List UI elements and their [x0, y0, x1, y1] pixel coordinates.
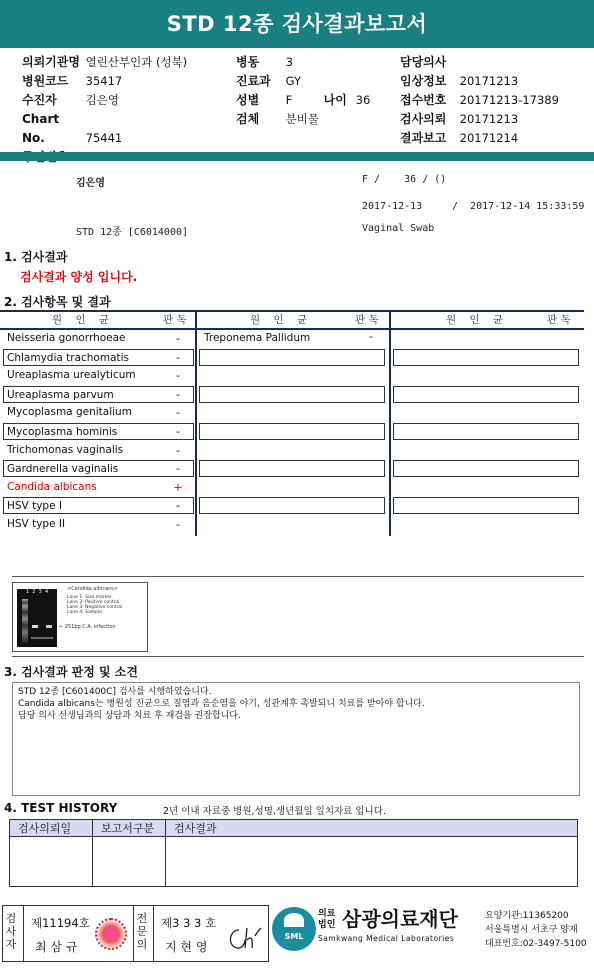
signature-box: [2, 905, 269, 962]
gel-ladder-lane: [22, 599, 28, 643]
history-note: 2년 이내 자료중 병원,성명,생년월일 일치자료 입니다.: [163, 806, 386, 817]
empty-result-box: [393, 349, 579, 366]
organism-row: [3, 367, 194, 384]
logo-badge-text: SML: [284, 932, 304, 941]
col2-header-org: 원 인 균: [250, 314, 308, 326]
organism-row: [3, 386, 194, 403]
organism-result: -: [176, 406, 180, 419]
empty-result-box: [393, 386, 579, 403]
patient-label: 수진자: [22, 93, 57, 107]
header-col-1: [22, 53, 232, 167]
organism-result: -: [176, 332, 180, 345]
report-date-label: 결과보고: [400, 131, 447, 145]
opinion-line-1: STD 12종 [C601400C] 검사를 시행하였습니다.: [18, 687, 212, 697]
organism-result: -: [176, 425, 180, 438]
col1-header-result: 판 독: [163, 314, 187, 326]
empty-result-box: [199, 460, 385, 477]
history-header-row: [10, 820, 578, 837]
org-address: 서울특별시 서초구 양재: [485, 925, 578, 935]
grid-divider-1: [195, 310, 197, 536]
ward-label: 병동: [236, 55, 260, 69]
examiner-name: 최 삼 규: [35, 940, 78, 954]
header-col-3: [400, 53, 590, 148]
organism-result: -: [176, 518, 180, 531]
organism-result: -: [176, 444, 180, 457]
organism-row: [3, 349, 194, 366]
col1-header-org: 원 인 균: [52, 314, 110, 326]
col2-header-result: 판 독: [355, 314, 379, 326]
organism-name: Ureaplasma parvum: [3, 386, 194, 403]
empty-result-box: [393, 460, 579, 477]
institution-value: 열린산부인과 (성북): [85, 55, 188, 69]
gel-legend-4: Lane 4: Sample: [67, 610, 102, 615]
specimen-label: 검체: [236, 112, 260, 126]
gel-primer-band: [31, 637, 53, 639]
organism-name: Ureaplasma urealyticum: [7, 369, 136, 381]
opinion-line-3: 담당 의사 선생님과의 상담과 치료 후 재검을 권장합니다.: [18, 711, 241, 721]
specialist-label: [136, 912, 152, 951]
history-table: [9, 819, 578, 887]
org-prefix-top: 의료: [318, 909, 336, 919]
gel-band-sample: [46, 625, 52, 628]
receipt-no-value: 20171213-17389: [459, 93, 559, 107]
meta-date-reported: / 2017-12-14 15:33:59: [452, 201, 585, 212]
organism-name: HSV type I: [3, 497, 194, 514]
history-empty-row: [10, 837, 578, 887]
empty-result-box: [199, 349, 385, 366]
section2-heading: 2. 검사항목 및 결과: [4, 295, 111, 309]
specialist-signature: [225, 924, 265, 954]
org-name-en: Samkwang Medical Laboratories: [318, 934, 455, 943]
chart-no-label: Chart No.: [22, 112, 60, 145]
section1-result: 검사결과 양성 입니다.: [20, 270, 138, 284]
meta-test-code: STD 12종 [C6014000]: [76, 227, 189, 238]
history-cell: [10, 837, 93, 887]
col2-organism-name: Treponema Pallidum: [204, 332, 311, 344]
gel-band-positive: [32, 625, 38, 628]
specialist-name: 지 현 영: [165, 940, 208, 954]
gel-legend-3: Lane 3: Negative control: [67, 605, 123, 610]
organism-name: Chlamydia trachomatis: [3, 349, 194, 366]
age-label: 나이: [323, 93, 347, 107]
specialist-divider-left: [133, 906, 134, 961]
header-divider: [0, 152, 594, 161]
col2-organism-result: -: [369, 330, 373, 343]
grid-divider-2: [389, 310, 391, 536]
empty-result-box: [199, 423, 385, 440]
organism-result: -: [176, 499, 180, 512]
organism-result: -: [176, 369, 180, 382]
clinical-info-label: 임상정보: [400, 74, 447, 88]
sml-logo: [272, 907, 316, 951]
opinion-box: [12, 682, 580, 796]
organism-name: Gardnerella vaginalis: [3, 460, 194, 477]
gel-image-frame: [12, 582, 148, 652]
organism-name: Candida albicans: [7, 481, 97, 493]
sex-label: 성별: [236, 93, 260, 107]
institution-label: 의뢰기관명: [22, 55, 80, 69]
empty-result-box: [393, 423, 579, 440]
examiner-seal: [95, 918, 127, 950]
organism-row: [3, 460, 194, 477]
org-prefix: [318, 909, 335, 931]
section4-heading: 4. TEST HISTORY: [4, 801, 118, 815]
gel-title: <Candida albicans>: [67, 586, 119, 592]
col3-header-result: 판 독: [547, 314, 571, 326]
specialist-label-text: 전문의: [136, 912, 148, 951]
meta-sex-age: F / 36 / (): [362, 174, 447, 185]
organism-result: -: [176, 351, 180, 364]
organism-row: [3, 404, 194, 421]
receipt-no-label: 접수번호: [400, 93, 447, 107]
doctor-label: 담당의사: [400, 55, 447, 69]
history-col-result: 검사결과: [166, 820, 578, 837]
ward-value: 3: [285, 55, 293, 69]
request-date-value: 20171213: [459, 112, 519, 126]
gel-legend-1: Lane 1: Size marker: [67, 595, 112, 600]
organism-row: [3, 330, 194, 347]
organism-name: Mycoplasma hominis: [3, 423, 194, 440]
request-date-label: 검사의뢰: [400, 112, 447, 126]
col3-header-org: 원 인 균: [446, 314, 504, 326]
gel-image: [17, 589, 57, 647]
meta-specimen: Vaginal Swab: [362, 223, 435, 234]
org-phone: 대표번호:02-3497-5100: [485, 939, 587, 949]
examiner-number: 제11194호: [31, 916, 90, 930]
meta-name: 김은영: [76, 178, 105, 189]
report-title: STD 12종 검사결과보고서: [0, 0, 594, 48]
organism-row: [3, 423, 194, 440]
org-care-no: 요양기관:11365200: [485, 911, 569, 921]
sex-value: F: [285, 93, 293, 107]
age-value: 36: [355, 93, 371, 107]
examiner-label: [5, 912, 21, 951]
history-col-date: 검사의뢰일: [10, 820, 93, 837]
hospital-code-value: 35417: [85, 74, 123, 88]
organism-result: -: [176, 388, 180, 401]
history-col-type: 보고서구분: [93, 820, 166, 837]
section3-heading: 3. 검사결과 판정 및 소견: [4, 665, 138, 679]
organism-row: [3, 497, 194, 514]
organism-row: [3, 442, 194, 459]
empty-result-box: [199, 386, 385, 403]
organism-name: Neisseria gonorrhoeae: [7, 332, 126, 344]
org-name: 삼광의료재단: [342, 907, 458, 931]
department-label: 진료과: [236, 74, 271, 88]
logo-figure-icon: [284, 913, 304, 927]
header-col-2: [236, 53, 396, 129]
gel-bottom-rule: [12, 656, 584, 657]
hospital-code-label: 병원코드: [22, 74, 69, 88]
section1-heading: 1. 검사결과: [4, 250, 68, 264]
organism-row: [3, 479, 194, 496]
specialist-divider-right: [153, 906, 154, 961]
patient-value: 김은영: [85, 93, 119, 107]
gel-top-rule: [12, 576, 584, 577]
chart-no-value: 75441: [85, 131, 123, 145]
history-cell: [166, 837, 578, 887]
empty-result-box: [199, 497, 385, 514]
empty-result-box: [393, 497, 579, 514]
gel-lane-numbers: 1 2 3 4: [25, 589, 49, 595]
organism-result: -: [176, 462, 180, 475]
report-date-value: 20171214: [459, 131, 519, 145]
gel-legend-2: Lane 2: Positive control: [67, 600, 120, 605]
gel-arrow-label: ← 251bp C.A. infection: [59, 624, 116, 630]
specialist-number: 제3 3 3 호: [161, 916, 217, 930]
specimen-value: 분비물: [285, 112, 319, 126]
organism-name: Trichomonas vaginalis: [7, 444, 124, 456]
organism-name: Mycoplasma genitalium: [7, 406, 132, 418]
examiner-divider: [23, 906, 24, 961]
org-contact: [485, 909, 594, 951]
org-prefix-bottom: 법인: [318, 920, 336, 930]
examiner-label-text: 검사자: [5, 912, 17, 951]
history-cell: [93, 837, 166, 887]
opinion-line-2: Candida albicans는 병원성 진균으로 질염과 음순염을 야기, 성관계후 촉발되니 치료를 받아야 합니다.: [18, 699, 425, 709]
organism-row: [3, 516, 194, 533]
organism-result: +: [173, 481, 183, 494]
clinical-info-value: 20171213: [459, 74, 519, 88]
department-value: GY: [285, 74, 302, 88]
organism-name: HSV type II: [7, 518, 66, 530]
meta-date-requested: 2017-12-13: [362, 201, 423, 212]
